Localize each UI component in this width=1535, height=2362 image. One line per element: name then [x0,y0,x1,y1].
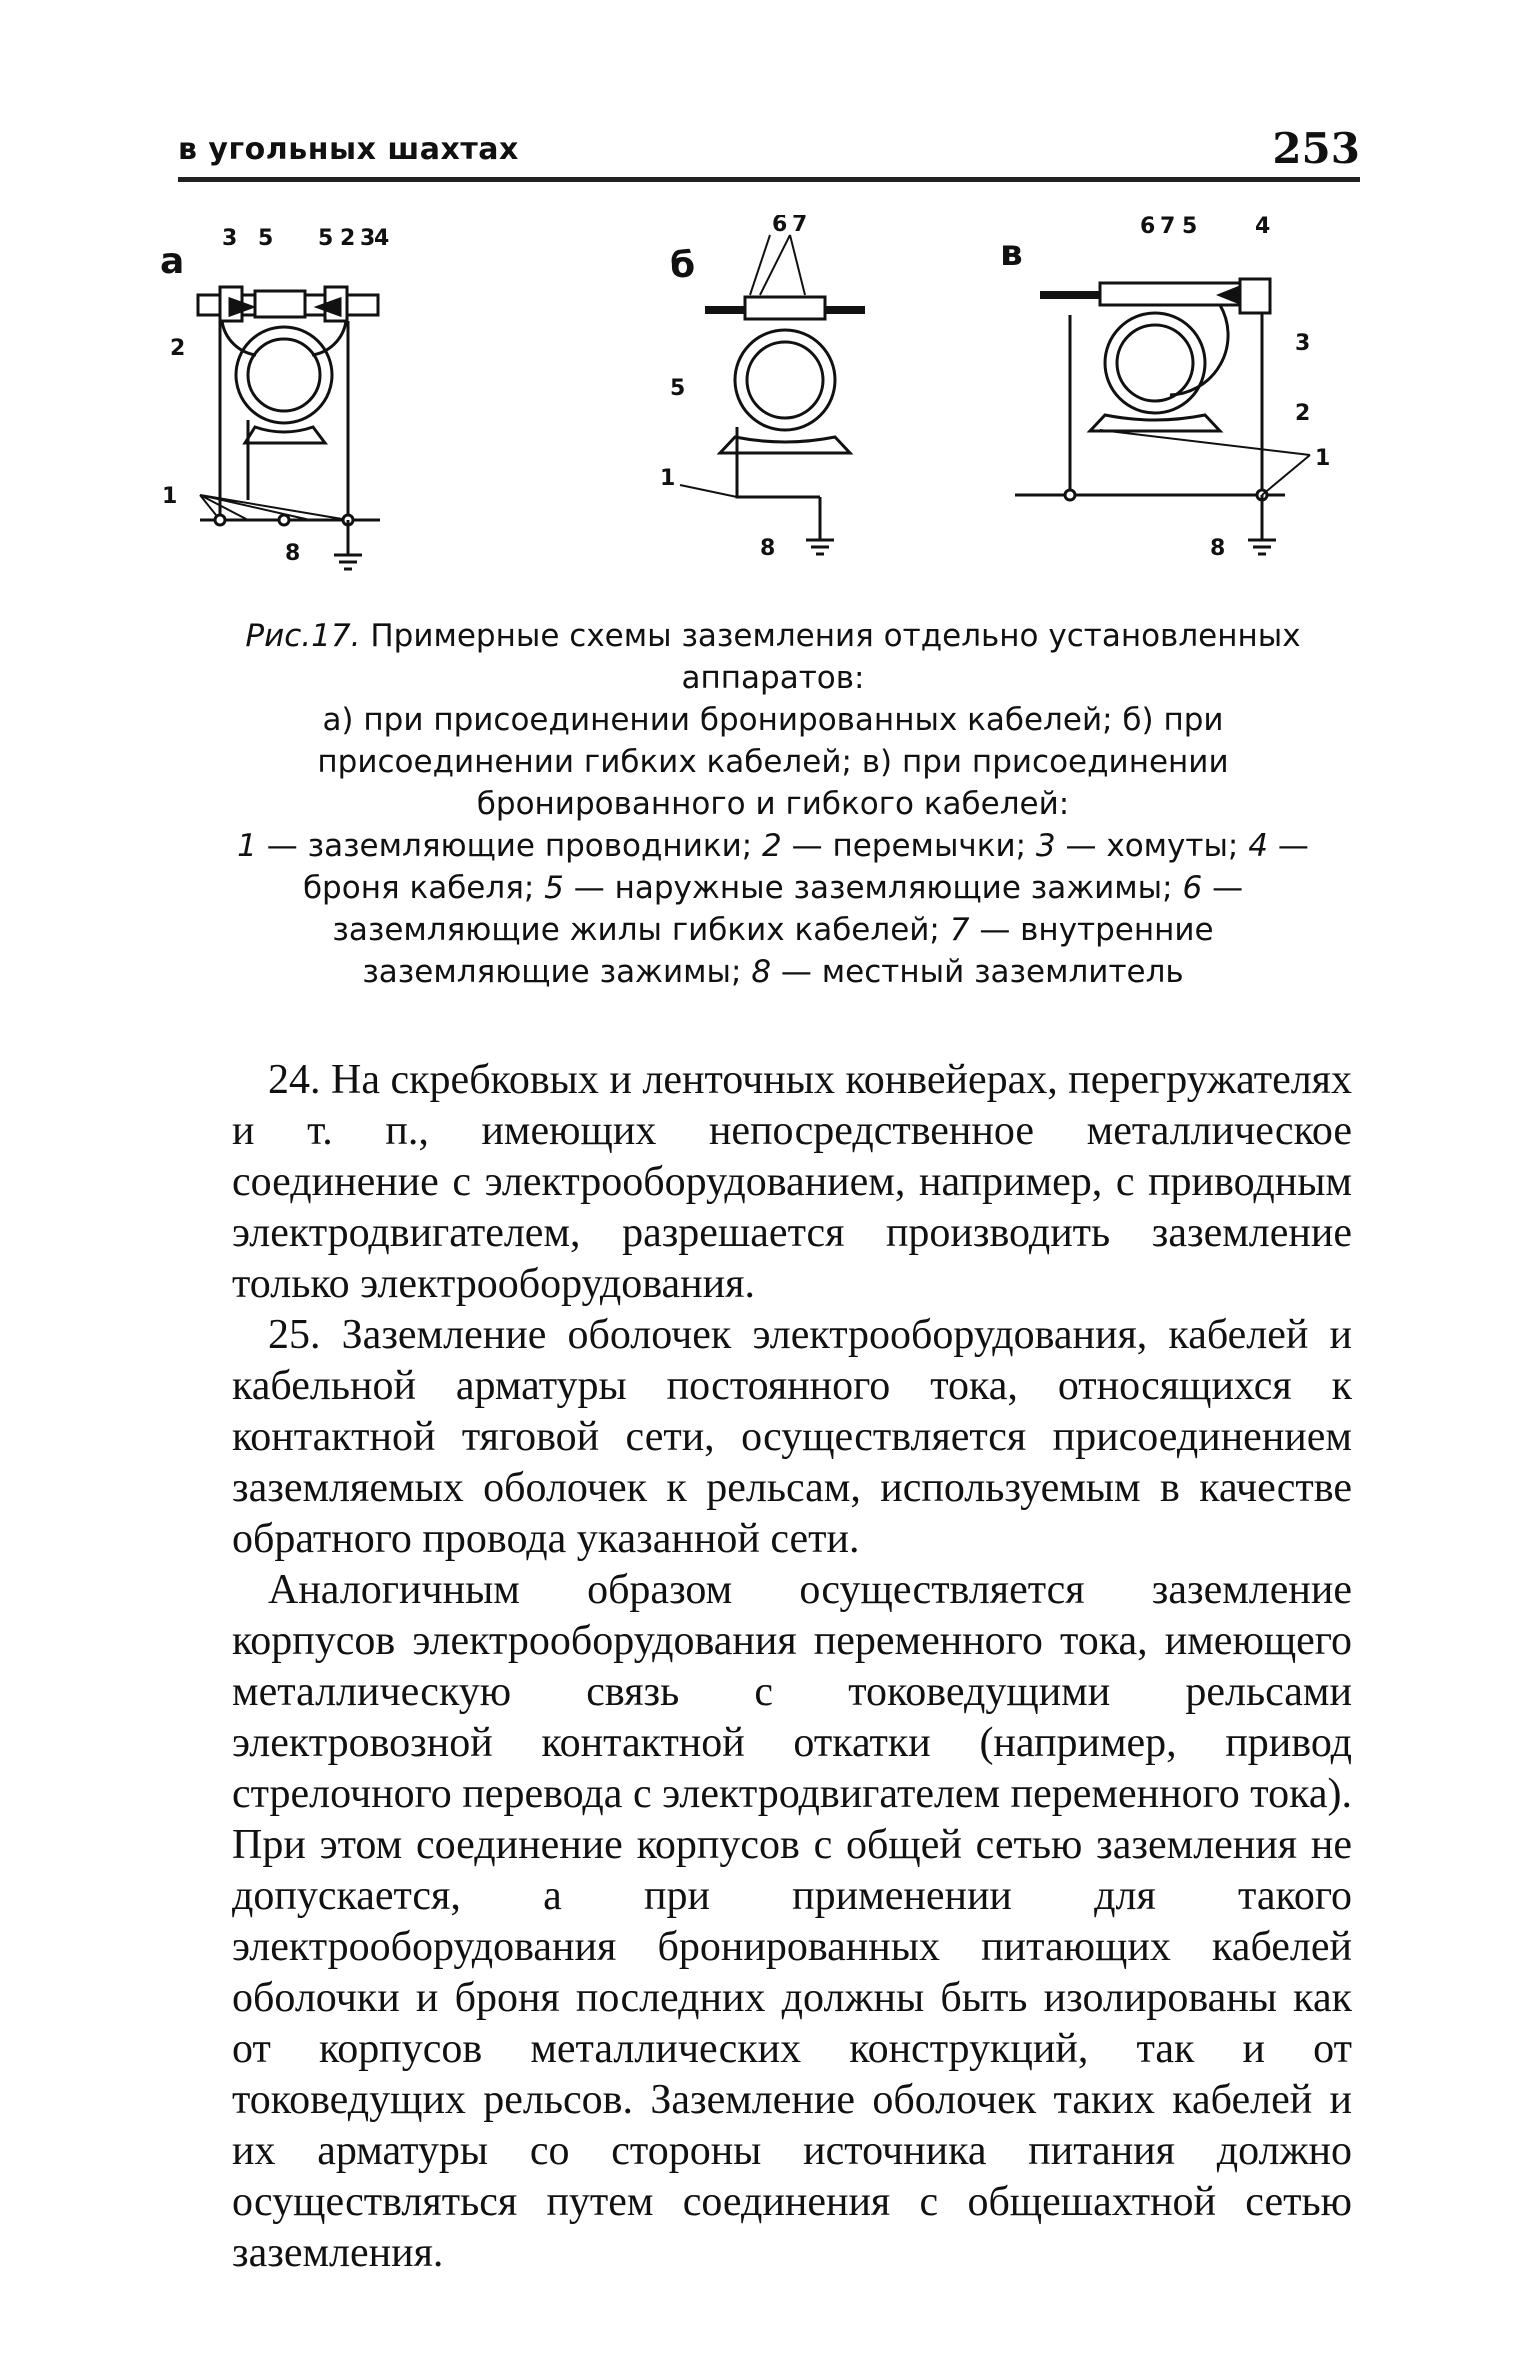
callout-c-4: 4 [1255,215,1271,239]
legend-text-7: — внутренние заземляющие зажимы; [362,912,1214,990]
legend-text-1: — заземляющие проводники; [266,828,753,864]
caption-variants: а) при присоединении бронированных кабелей; б) при присоединении гибких кабелей; в) при присоединении бронированного и гибкого кабелей: [317,702,1229,822]
legend-num-8: 8 [751,954,772,990]
callout-c-1: 1 [1315,446,1331,471]
legend-num-4: 4 [1248,828,1268,864]
legend-num-5: 5 [544,870,564,906]
callout-a-1: 1 [162,484,178,509]
caption-title: Примерные схемы заземления отдельно установленных аппаратов: [370,618,1301,696]
callout-c-8: 8 [1210,536,1226,561]
panel-b-diagram [660,215,865,561]
legend-text-3: — хомуты; [1065,828,1239,864]
figure-17 [160,215,1360,595]
callout-b-7: 7 [792,215,808,237]
callout-a-3: 3 [222,226,238,251]
paragraph-24: 24. На скребковых и ленточных конвейерах, перегружателях и т. п., имеющих непосредственное металлическое соединение с электрооборудованием, например, с приводным электродвигателем, разрешается производить заземление только электрооборудования. [232,1057,1352,1307]
caption-label: Рис.17. [245,618,361,654]
callout-a-5b: 5 [318,226,334,251]
legend-text-8: — местный заземлитель [780,954,1184,990]
panel-c-diagram [1000,215,1330,561]
page-header [178,120,1360,182]
legend-num-2: 2 [762,828,782,864]
callout-a-3b: 3 [360,226,376,251]
panel-a-diagram [160,226,389,569]
callout-a-2: 2 [170,336,186,361]
legend-text-5: — наружные заземляющие зажимы; [573,870,1173,906]
panel-a-letter: а [160,241,185,282]
callout-c-7: 7 [1160,215,1176,239]
figure-caption [218,615,1328,993]
panel-b-letter: б [670,245,696,286]
callout-a-8: 8 [285,541,301,566]
legend-text-6: — заземляющие жилы гибких кабелей; [332,870,1244,948]
callout-a-4: 4 [374,226,390,251]
callout-c-3: 3 [1295,331,1311,356]
callout-c-6: 6 [1140,215,1156,239]
grounding-diagrams [160,215,1360,595]
caption-title-line [218,615,1328,699]
callout-b-6: 6 [772,215,788,237]
callout-a-2b: 2 [340,226,356,251]
callout-b-8: 8 [760,536,776,561]
legend-num-1: 1 [237,828,257,864]
legend-text-4: — броня кабеля; [302,828,1309,906]
page-number: 253 [1272,124,1360,173]
paragraph-25-continuation: Аналогичным образом осуществляется заземление корпусов электрооборудования переменного тока, имеющего металлическую связь с токоведущими рельсами электровозной контактной откатки (например, привод стрелочного перевода с электродвигателем переменного тока). При этом соединение корпусов с общей сетью заземления не допускается, а при применении для такого электрооборудования бронированных питающих кабелей оболочки и броня последних должны быть изолированы как от корпусов металлических конструкций, так и от токоведущих рельсов. Заземление оболочек таких кабелей и их арматуры со стороны источника питания должно осуществляться путем соединения с общешахтной сетью заземления. [232,1567,1352,2276]
caption-legend [218,825,1328,993]
legend-num-7: 7 [949,912,970,948]
legend-text-2: — перемычки; [791,828,1027,864]
header-rule [178,177,1360,182]
callout-b-1: 1 [660,466,676,491]
callout-b-5: 5 [670,376,686,401]
callout-c-2: 2 [1295,401,1311,426]
body-text [232,1055,1352,2279]
legend-num-3: 3 [1035,828,1056,864]
callout-c-5: 5 [1182,215,1198,239]
paragraph-25: 25. Заземление оболочек электрооборудования, кабелей и кабельной арматуры постоянного тока, относящихся к контактной тяговой сети, осуществляется присоединением заземляемых оболочек к рельсам, используемым в качестве обратного провода указанной сети. [232,1312,1352,1562]
running-head: в угольных шахтах [178,132,519,167]
callout-a-5: 5 [258,226,274,251]
panel-c-letter: в [1000,233,1023,274]
legend-num-6: 6 [1182,870,1203,906]
